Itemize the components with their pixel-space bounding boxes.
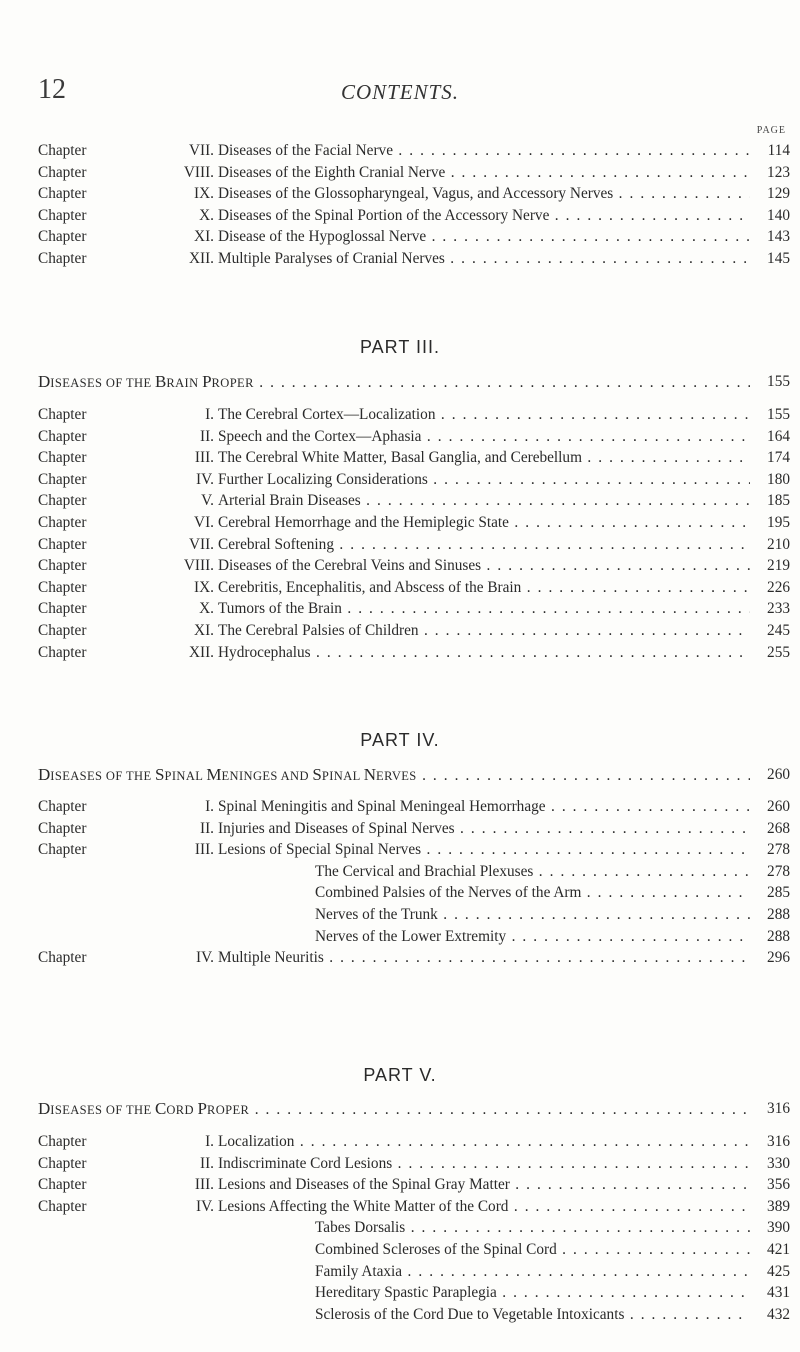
chapter-word: Chapter — [38, 798, 87, 815]
page-ref: 140 — [767, 206, 790, 224]
part2-chapter-list — [38, 140, 790, 270]
toc-row[interactable] — [38, 162, 790, 184]
chapter-word: Chapter — [38, 206, 87, 224]
chapter-title: Lesions and Diseases of the Spinal Gray Matter . . . — [218, 1174, 750, 1196]
page-ref: 296 — [767, 949, 790, 967]
page-ref: 143 — [767, 228, 790, 246]
subsection-title: Hereditary Spastic Paraplegia . . . — [315, 1282, 750, 1304]
part-4-heading: PART IV. — [360, 730, 440, 750]
chapter-numeral: IX. — [194, 578, 214, 596]
part4-chapter-list — [38, 796, 790, 969]
chapter-numeral: I. — [205, 406, 214, 423]
chapter-title: Spinal Meningitis and Spinal Meningeal Hemorrhage . . . — [218, 796, 750, 818]
page-ref: 260 — [767, 798, 790, 815]
toc-row[interactable] — [38, 534, 790, 556]
chapter-title: Lesions of Special Spinal Nerves . . . — [218, 839, 750, 861]
chapter-title: Diseases of the Spinal Portion of the Accessory Nerve . . . — [218, 205, 750, 227]
chapter-numeral: II. — [199, 1154, 214, 1172]
chapter-word: Chapter — [38, 492, 87, 510]
chapter-word: Chapter — [38, 185, 87, 203]
page-ref: 432 — [767, 1305, 790, 1323]
part3-chapter-list — [38, 404, 790, 663]
page-ref: 421 — [767, 1240, 790, 1258]
chapter-numeral: III. — [194, 449, 214, 467]
toc-row[interactable] — [38, 404, 790, 426]
toc-row[interactable] — [38, 248, 790, 270]
chapter-numeral: VII. — [188, 142, 214, 159]
chapter-numeral: VI. — [194, 513, 214, 531]
chapter-numeral: IV. — [196, 949, 214, 967]
section-title: DISEASES OF THE BRAIN PROPER . . . — [38, 371, 750, 393]
page-ref: 180 — [767, 470, 790, 488]
chapter-word: Chapter — [38, 1197, 87, 1215]
toc-row[interactable] — [38, 1131, 790, 1153]
chapter-title: Multiple Paralyses of Cranial Nerves . . . — [218, 248, 750, 270]
chapter-title: Multiple Neuritis . . . — [218, 947, 750, 969]
toc-row[interactable] — [38, 1282, 790, 1304]
subsection-title: Sclerosis of the Cord Due to Vegetable Intoxicants . . . — [315, 1304, 750, 1326]
toc-row[interactable] — [38, 226, 790, 248]
chapter-numeral: III. — [194, 1176, 214, 1194]
page-ref: 425 — [767, 1262, 790, 1280]
chapter-numeral: III. — [194, 841, 214, 859]
chapter-title: Diseases of the Glossopharyngeal, Vagus, and Accessory Nerves . . . — [218, 183, 750, 205]
chapter-numeral: II. — [199, 427, 214, 445]
page-ref: 389 — [767, 1197, 790, 1215]
chapter-title: The Cerebral Palsies of Children . . . — [218, 620, 750, 642]
page-ref: 195 — [767, 513, 790, 531]
toc-row[interactable] — [38, 1304, 790, 1326]
toc-row[interactable] — [38, 882, 790, 904]
chapter-word: Chapter — [38, 228, 87, 246]
page-ref: 431 — [767, 1284, 790, 1302]
chapter-title: Disease of the Hypoglossal Nerve . . . — [218, 226, 750, 248]
chapter-word: Chapter — [38, 142, 87, 159]
chapter-word: Chapter — [38, 163, 87, 181]
page-ref: 260 — [767, 766, 790, 783]
toc-row[interactable] — [38, 426, 790, 448]
chapter-word: Chapter — [38, 427, 87, 445]
chapter-title: Diseases of the Cerebral Veins and Sinuses . . . — [218, 555, 750, 577]
chapter-numeral: X. — [199, 600, 214, 618]
chapter-word: Chapter — [38, 621, 87, 639]
chapter-word: Chapter — [38, 535, 87, 553]
chapter-word: Chapter — [38, 578, 87, 596]
chapter-title: Speech and the Cortex—Aphasia . . . — [218, 426, 750, 448]
chapter-word: Chapter — [38, 557, 87, 575]
page-ref: 285 — [767, 884, 790, 902]
subsection-title: Nerves of the Lower Extremity . . . — [315, 926, 750, 948]
page-ref: 155 — [767, 406, 790, 423]
page-ref: 390 — [767, 1219, 790, 1237]
subsection-title: Combined Palsies of the Nerves of the Arm . . . — [315, 882, 750, 904]
section-title: DISEASES OF THE CORD PROPER . . . — [38, 1098, 750, 1120]
toc-row[interactable] — [38, 140, 790, 162]
chapter-title: Arterial Brain Diseases . . . — [218, 490, 750, 512]
toc-row[interactable] — [38, 818, 790, 840]
toc-row[interactable] — [38, 512, 790, 534]
chapter-title: Further Localizing Considerations . . . — [218, 469, 750, 491]
chapter-numeral: II. — [199, 819, 214, 837]
page-ref: 145 — [767, 249, 790, 267]
toc-row[interactable] — [38, 1261, 790, 1283]
section-title: DISEASES OF THE SPINAL MENINGES AND SPINAL NERVES . . . — [38, 764, 750, 786]
chapter-word: Chapter — [38, 643, 87, 661]
chapter-numeral: VIII. — [183, 163, 214, 181]
running-head: CONTENTS. — [340, 80, 460, 104]
chapter-title: The Cerebral Cortex—Localization . . . — [218, 404, 750, 426]
subsection-title: Combined Scleroses of the Spinal Cord . . . — [315, 1239, 750, 1261]
chapter-title: Cerebritis, Encephalitis, and Abscess of the Brain . . . — [218, 577, 750, 599]
chapter-numeral: I. — [205, 798, 214, 815]
part-5-heading: PART V. — [363, 1065, 437, 1085]
chapter-numeral: IX. — [194, 185, 214, 203]
toc-row[interactable] — [38, 642, 790, 664]
toc-row[interactable] — [38, 1196, 790, 1218]
toc-row[interactable] — [38, 598, 790, 620]
toc-row[interactable] — [38, 926, 790, 948]
chapter-title: Cerebral Softening . . . — [218, 534, 750, 556]
chapter-word: Chapter — [38, 249, 87, 267]
toc-row[interactable] — [38, 1239, 790, 1261]
chapter-title: Localization . . . — [218, 1131, 750, 1153]
part-3-heading: PART III. — [359, 337, 441, 357]
toc-row[interactable] — [38, 861, 790, 883]
toc-row[interactable] — [38, 577, 790, 599]
chapter-numeral: VII. — [188, 535, 214, 553]
page-ref: 174 — [767, 449, 790, 467]
toc-row[interactable] — [38, 1153, 790, 1175]
subsection-title: The Cervical and Brachial Plexuses . . . — [315, 861, 750, 883]
toc-row[interactable] — [38, 904, 790, 926]
chapter-title: Indiscriminate Cord Lesions . . . — [218, 1153, 750, 1175]
chapter-numeral: XII. — [188, 249, 214, 267]
chapter-numeral: I. — [205, 1133, 214, 1150]
chapter-word: Chapter — [38, 470, 87, 488]
toc-row[interactable] — [38, 469, 790, 491]
page-ref: 233 — [767, 600, 790, 618]
page-column-label: PAGE — [756, 125, 786, 136]
toc-row[interactable] — [38, 839, 790, 861]
toc-row[interactable] — [38, 796, 790, 818]
chapter-title: The Cerebral White Matter, Basal Ganglia, and Cerebellum . . . — [218, 447, 750, 469]
chapter-numeral: XI. — [194, 228, 214, 246]
chapter-title: Tumors of the Brain . . . — [218, 598, 750, 620]
toc-row[interactable] — [38, 490, 790, 512]
chapter-title: Diseases of the Facial Nerve . . . — [218, 140, 750, 162]
toc-row[interactable] — [38, 620, 790, 642]
toc-row[interactable] — [38, 447, 790, 469]
page-ref: 316 — [767, 1133, 790, 1150]
chapter-title: Diseases of the Eighth Cranial Nerve . . . — [218, 162, 750, 184]
page-ref: 330 — [767, 1154, 790, 1172]
chapter-word: Chapter — [38, 819, 87, 837]
page-ref: 185 — [767, 492, 790, 510]
chapter-numeral: IV. — [196, 1197, 214, 1215]
subsection-title: Family Ataxia . . . — [315, 1261, 750, 1283]
toc-row[interactable] — [38, 205, 790, 227]
chapter-numeral: IV. — [196, 470, 214, 488]
page-number: 12 — [38, 74, 66, 105]
page-ref: 288 — [767, 927, 790, 945]
page-ref: 245 — [767, 621, 790, 639]
chapter-word: Chapter — [38, 841, 87, 859]
chapter-word: Chapter — [38, 1154, 87, 1172]
part-4-section-title[interactable] — [38, 764, 790, 786]
toc-row[interactable] — [38, 183, 790, 205]
page-ref: 288 — [767, 905, 790, 923]
page-ref: 210 — [767, 535, 790, 553]
toc-row[interactable] — [38, 947, 790, 969]
page-ref: 356 — [767, 1176, 790, 1194]
page-ref: 316 — [767, 1100, 790, 1117]
chapter-title: Cerebral Hemorrhage and the Hemiplegic State . . . — [218, 512, 750, 534]
chapter-word: Chapter — [38, 949, 87, 967]
chapter-title: Injuries and Diseases of Spinal Nerves . . . — [218, 818, 750, 840]
page-ref: 255 — [767, 643, 790, 661]
chapter-title: Hydrocephalus . . . — [218, 642, 750, 664]
page-ref: 129 — [767, 185, 790, 203]
page-ref: 278 — [767, 841, 790, 859]
chapter-numeral: XII. — [188, 643, 214, 661]
chapter-numeral: VIII. — [183, 557, 214, 575]
toc-row[interactable] — [38, 1174, 790, 1196]
chapter-word: Chapter — [38, 449, 87, 467]
chapter-numeral: X. — [199, 206, 214, 224]
subsection-title: Tabes Dorsalis . . . — [315, 1217, 750, 1239]
chapter-numeral: XI. — [194, 621, 214, 639]
page-ref: 123 — [767, 163, 790, 181]
page-ref: 114 — [767, 142, 790, 159]
page-ref: 164 — [767, 427, 790, 445]
toc-row[interactable] — [38, 555, 790, 577]
chapter-word: Chapter — [38, 1133, 87, 1150]
page-ref: 278 — [767, 862, 790, 880]
page-ref: 268 — [767, 819, 790, 837]
part-5-section-title[interactable] — [38, 1098, 790, 1120]
page-ref: 155 — [767, 373, 790, 390]
part-3-section-title[interactable] — [38, 371, 790, 393]
part5-chapter-list — [38, 1131, 790, 1325]
chapter-numeral: V. — [201, 492, 214, 510]
chapter-title: Lesions Affecting the White Matter of the Cord . . . — [218, 1196, 750, 1218]
page-ref: 219 — [767, 557, 790, 575]
subsection-title: Nerves of the Trunk . . . — [315, 904, 750, 926]
toc-row[interactable] — [38, 1217, 790, 1239]
chapter-word: Chapter — [38, 406, 87, 423]
page-ref: 226 — [767, 578, 790, 596]
chapter-word: Chapter — [38, 1176, 87, 1194]
chapter-word: Chapter — [38, 600, 87, 618]
chapter-word: Chapter — [38, 513, 87, 531]
